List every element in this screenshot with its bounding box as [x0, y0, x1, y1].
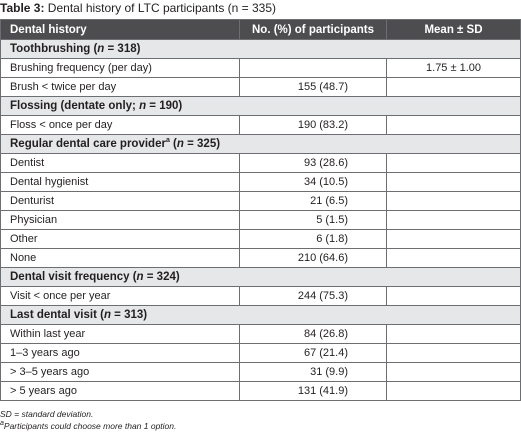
row-count: 6 (1.8): [240, 230, 387, 249]
row-label: Within last year: [1, 325, 240, 344]
table-row: [1, 287, 521, 306]
row-label: Dental hygienist: [1, 173, 240, 192]
row-count: 210 (64.6): [240, 249, 387, 268]
row-label: Denturist: [1, 192, 240, 211]
row-label: Physician: [1, 211, 240, 230]
row-label: > 5 years ago: [1, 382, 240, 401]
row-mean: 1.75 ± 1.00: [387, 59, 521, 78]
footnote-sd: SD = standard deviation.: [0, 409, 94, 419]
table-row: [1, 154, 521, 173]
row-count: 93 (28.6): [240, 154, 387, 173]
row-count: 244 (75.3): [240, 287, 387, 306]
table-row: [1, 230, 521, 249]
footnote-a: $^a$Participants could choose more than 1 option.: [0, 420, 177, 431]
table-row: [1, 344, 521, 363]
row-mean: [387, 249, 521, 268]
row-count: 84 (26.8): [240, 325, 387, 344]
row-count: 21 (6.5): [240, 192, 387, 211]
section-row: [1, 40, 521, 59]
section-title: Dental visit frequency (n = 324): [1, 268, 521, 287]
dental-history-table: [0, 19, 521, 401]
table-row: [1, 382, 521, 401]
table-row: [1, 249, 521, 268]
table-row: [1, 173, 521, 192]
table-row: [1, 325, 521, 344]
header-mean: Mean ± SD: [387, 20, 521, 40]
row-label: 1–3 years ago: [1, 344, 240, 363]
row-count: 5 (1.5): [240, 211, 387, 230]
row-mean: [387, 344, 521, 363]
table-body: [1, 40, 521, 401]
section-row: [1, 306, 521, 325]
row-mean: [387, 325, 521, 344]
row-label: Brush < twice per day: [1, 78, 240, 97]
row-mean: [387, 192, 521, 211]
row-label: None: [1, 249, 240, 268]
row-mean: [387, 230, 521, 249]
section-row: [1, 97, 521, 116]
row-mean: [387, 382, 521, 401]
table-row: [1, 78, 521, 97]
row-label: > 3–5 years ago: [1, 363, 240, 382]
table-row: [1, 59, 521, 78]
table-caption: [0, 0, 276, 19]
table-row: [1, 116, 521, 135]
header-count: No. (%) of participants: [240, 20, 387, 40]
row-mean: [387, 154, 521, 173]
row-count: 31 (9.9): [240, 363, 387, 382]
row-label: Brushing frequency (per day): [1, 59, 240, 78]
section-title: Last dental visit (n = 313): [1, 306, 521, 325]
section-title: Regular dental care provider$^a$ (n = 325): [1, 135, 521, 154]
header-dental-history: Dental history: [1, 20, 240, 40]
row-count: 155 (48.7): [240, 78, 387, 97]
row-count: [240, 59, 387, 78]
caption-label: Table 3:: [0, 1, 45, 15]
row-label: Visit < once per year: [1, 287, 240, 306]
section-row: [1, 135, 521, 154]
table-row: [1, 211, 521, 230]
row-mean: [387, 78, 521, 97]
row-label: Dentist: [1, 154, 240, 173]
section-title: Flossing (dentate only; n = 190): [1, 97, 521, 116]
row-count: 34 (10.5): [240, 173, 387, 192]
section-title: Toothbrushing (n = 318): [1, 40, 521, 59]
row-count: 190 (83.2): [240, 116, 387, 135]
row-count: 67 (21.4): [240, 344, 387, 363]
caption-text: Dental history of LTC participants (n = 335): [44, 1, 277, 15]
row-count: 131 (41.9): [240, 382, 387, 401]
row-label: Floss < once per day: [1, 116, 240, 135]
row-mean: [387, 173, 521, 192]
row-mean: [387, 116, 521, 135]
table-row: [1, 363, 521, 382]
table-row: [1, 192, 521, 211]
section-row: [1, 268, 521, 287]
row-mean: [387, 287, 521, 306]
row-label: Other: [1, 230, 240, 249]
header-row: [1, 20, 521, 40]
row-mean: [387, 211, 521, 230]
row-mean: [387, 363, 521, 382]
